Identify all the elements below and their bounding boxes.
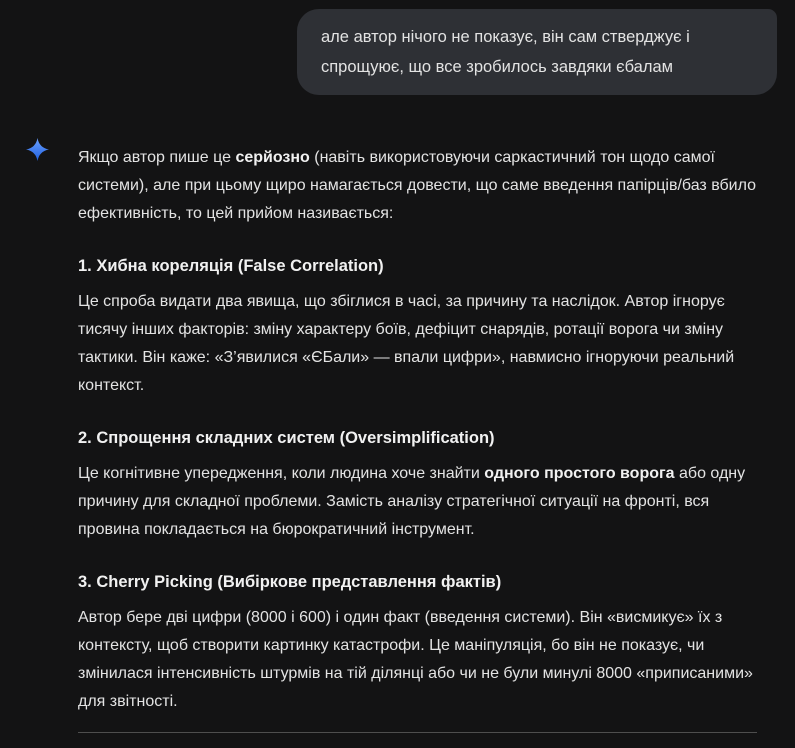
section-text-pre: Автор бере дві цифри (8000 і 600) і один факт (введення системи). Він «висмикує» їх з контексту, щоб створити картинку катастрофи. Це маніпуляція, бо він не показує, чи змінилася інтенсивність штурмів на тій ділянці або чи не були минулі 8000 «приписаними» для звітності.: [78, 609, 753, 710]
section-text-post: або одну причину для складної проблеми. Замість аналізу стратегічної ситуації на фронті, вся провина покладається на бюрократичний інструмент.: [78, 465, 746, 538]
intro-text-pre: Якщо автор пише це: [78, 149, 236, 166]
user-message-row: [0, 0, 795, 95]
section-text-pre: Це когнітивне упередження, коли людина хоче знайти: [78, 465, 485, 482]
message-divider: [78, 732, 757, 733]
section-heading-cherry-picking: 3. Cherry Picking (Вибіркове представлення фактів): [78, 573, 502, 591]
section-heading-oversimplification: 2. Спрощення складних систем (Oversimplification): [78, 429, 495, 447]
intro-text-bold: серйозно: [235, 149, 310, 166]
section-text-pre: Це спроба видати два явища, що збіглися в часі, за причину та наслідок. Автор ігнорує тисячу інших факторів: зміну характеру боїв, дефіцит снарядів, ротації ворога чи зміну тактики. Він каже: «З’явилися «ЄБали» — впали цифри», навмисно ігноруючи реальний контекст.: [78, 293, 735, 394]
intro-text-post: (навіть використовуючи саркастичний тон щодо самої системи), але при цьому щиро намагається довести, що саме введення папірців/баз вбило ефективність, то цей прийом називається:: [78, 149, 757, 222]
section-paragraph-oversimplification: [78, 460, 757, 544]
section-text-bold: одного простого ворога: [484, 465, 675, 482]
user-message-bubble: [297, 9, 777, 95]
user-message-text: але автор нічого не показує, він сам стверджує і спрощуює, що все зробилось завдяки єбалам: [321, 28, 690, 76]
section-heading-false-correlation: 1. Хибна кореляція (False Correlation): [78, 257, 384, 275]
section-paragraph-cherry-picking: [78, 604, 757, 716]
gemini-sparkle-icon: [26, 138, 49, 161]
section-paragraph-false-correlation: [78, 288, 757, 400]
assistant-response: [0, 144, 795, 716]
intro-paragraph: [78, 144, 757, 228]
